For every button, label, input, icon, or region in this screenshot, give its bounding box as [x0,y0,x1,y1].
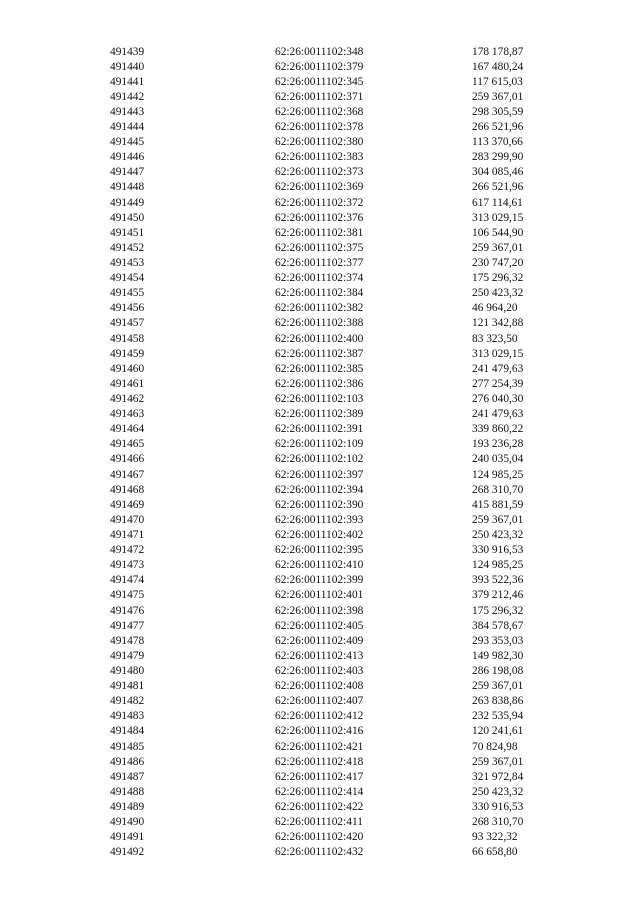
record-number-cell: 491466 [110,453,145,466]
record-number-cell: 491457 [110,317,145,330]
record-number-cell: 491491 [110,831,145,844]
table-row [0,573,640,588]
table-row [0,634,640,649]
record-number-cell: 491485 [110,740,145,753]
table-row [0,241,640,256]
value-cell: 70 824,98 [472,740,518,753]
cadastral-number-cell: 62:26:0011102:381 [275,226,364,239]
table-row [0,135,640,150]
table-row [0,619,640,634]
cadastral-number-cell: 62:26:0011102:386 [275,377,364,390]
value-cell: 250 423,32 [472,529,524,541]
record-number-cell: 491460 [110,362,145,375]
table-row [0,588,640,603]
value-cell: 277 254,39 [472,377,524,390]
record-number-cell: 491453 [110,257,145,270]
cadastral-number-cell: 62:26:0011102:411 [275,816,363,829]
value-cell: 259 367,01 [472,241,524,254]
cadastral-number-cell: 62:26:0011102:378 [275,121,364,134]
value-cell: 113 370,66 [472,136,523,149]
table-row [0,815,640,830]
record-number-cell: 491467 [110,468,145,481]
table-row [0,528,640,543]
cadastral-number-cell: 62:26:0011102:412 [275,710,364,723]
value-cell: 149 982,30 [472,649,524,662]
cadastral-number-cell: 62:26:0011102:345 [275,75,364,88]
table-row [0,316,640,331]
cadastral-number-cell: 62:26:0011102:391 [275,423,364,436]
record-number-cell: 491446 [110,151,145,164]
value-cell: 230 747,20 [472,257,524,270]
value-cell: 178 178,87 [472,45,524,58]
table-row [0,362,640,377]
cadastral-number-cell: 62:26:0011102:102 [275,453,364,466]
value-cell: 266 521,96 [472,181,524,194]
value-cell: 293 353,03 [472,634,524,647]
value-cell: 83 323,50 [472,332,518,345]
value-cell: 259 367,01 [472,755,524,768]
value-cell: 259 367,01 [472,513,524,526]
value-cell: 193 236,28 [472,438,524,451]
value-cell: 313 029,15 [472,347,524,360]
value-cell: 259 367,01 [472,90,524,103]
cadastral-number-cell: 62:26:0011102:383 [275,151,364,164]
cadastral-number-cell: 62:26:0011102:400 [275,332,364,345]
cadastral-number-cell: 62:26:0011102:402 [275,529,364,541]
cadastral-number-cell: 62:26:0011102:379 [275,60,364,73]
cadastral-number-cell: 62:26:0011102:389 [275,408,364,421]
value-cell: 167 480,24 [472,60,524,73]
cadastral-number-cell: 62:26:0011102:393 [275,513,364,526]
cadastral-number-cell: 62:26:0011102:416 [275,725,364,738]
table-row [0,271,640,286]
value-cell: 120 241,61 [472,725,524,738]
table-row [0,724,640,739]
record-number-cell: 491452 [110,241,145,254]
table-row [0,740,640,755]
table-row [0,150,640,165]
cadastral-number-cell: 62:26:0011102:417 [275,770,364,783]
record-number-cell: 491454 [110,272,145,285]
table-row [0,483,640,498]
value-cell: 124 985,25 [472,559,524,572]
cadastral-number-cell: 62:26:0011102:407 [275,695,364,708]
table-row [0,332,640,347]
value-cell: 232 535,94 [472,710,524,723]
cadastral-number-cell: 62:26:0011102:368 [275,105,364,118]
cadastral-number-cell: 62:26:0011102:410 [275,559,364,572]
table-row [0,45,640,60]
record-number-cell: 491475 [110,589,145,602]
table-row [0,830,640,845]
table-row [0,437,640,452]
record-number-cell: 491470 [110,513,145,526]
cadastral-number-cell: 62:26:0011102:376 [275,211,364,224]
cadastral-number-cell: 62:26:0011102:401 [275,589,364,602]
record-number-cell: 491444 [110,121,145,134]
value-cell: 393 522,36 [472,574,524,587]
cadastral-number-cell: 62:26:0011102:374 [275,272,364,285]
value-cell: 250 423,32 [472,785,524,798]
cadastral-number-cell: 62:26:0011102:375 [275,241,364,254]
table-row [0,558,640,573]
cadastral-number-cell: 62:26:0011102:408 [275,680,364,693]
record-number-cell: 491490 [110,816,145,829]
record-number-cell: 491484 [110,725,145,738]
record-number-cell: 491479 [110,649,145,662]
table-row [0,649,640,664]
value-cell: 46 964,20 [472,302,518,315]
record-number-cell: 491458 [110,332,145,345]
table-row [0,755,640,770]
record-number-cell: 491455 [110,287,145,300]
record-number-cell: 491472 [110,544,145,557]
table-row [0,196,640,211]
record-number-cell: 491443 [110,105,145,118]
record-number-cell: 491451 [110,226,145,239]
record-number-cell: 491473 [110,559,145,572]
cadastral-number-cell: 62:26:0011102:373 [275,166,364,179]
table-row [0,407,640,422]
value-cell: 313 029,15 [472,211,524,224]
table-row [0,120,640,135]
cadastral-number-cell: 62:26:0011102:394 [275,483,364,496]
table-row [0,422,640,437]
record-number-cell: 491463 [110,408,145,421]
table-row [0,75,640,90]
cadastral-number-cell: 62:26:0011102:421 [275,740,364,753]
value-cell: 286 198,08 [472,664,524,677]
value-cell: 66 658,80 [472,846,518,859]
table-row [0,664,640,679]
table-row [0,180,640,195]
record-number-cell: 491488 [110,785,145,798]
data-table [0,45,640,861]
table-row [0,513,640,528]
cadastral-number-cell: 62:26:0011102:432 [275,846,364,859]
cadastral-number-cell: 62:26:0011102:414 [275,785,364,798]
value-cell: 175 296,32 [472,604,524,617]
table-row [0,301,640,316]
cadastral-number-cell: 62:26:0011102:398 [275,604,364,617]
value-cell: 106 544,90 [472,226,524,239]
table-row [0,452,640,467]
record-number-cell: 491449 [110,196,145,209]
value-cell: 93 322,32 [472,831,518,844]
record-number-cell: 491477 [110,619,145,632]
cadastral-number-cell: 62:26:0011102:395 [275,544,364,557]
value-cell: 124 985,25 [472,468,524,481]
record-number-cell: 491462 [110,393,145,406]
value-cell: 321 972,84 [472,770,524,783]
record-number-cell: 491483 [110,710,145,723]
table-row [0,845,640,860]
cadastral-number-cell: 62:26:0011102:109 [275,438,364,451]
cadastral-number-cell: 62:26:0011102:418 [275,755,364,768]
value-cell: 339 860,22 [472,423,524,436]
table-row [0,468,640,483]
cadastral-number-cell: 62:26:0011102:399 [275,574,364,587]
cadastral-number-cell: 62:26:0011102:377 [275,257,364,270]
value-cell: 117 615,03 [472,75,523,88]
table-row [0,286,640,301]
table-row [0,392,640,407]
cadastral-number-cell: 62:26:0011102:380 [275,136,364,149]
record-number-cell: 491469 [110,498,145,511]
record-number-cell: 491442 [110,90,145,103]
value-cell: 276 040,30 [472,393,524,406]
cadastral-number-cell: 62:26:0011102:371 [275,90,364,103]
value-cell: 617 114,61 [472,196,523,209]
record-number-cell: 491445 [110,136,145,149]
value-cell: 330 916,53 [472,544,524,557]
table-row [0,165,640,180]
record-number-cell: 491487 [110,770,145,783]
value-cell: 241 479,63 [472,408,524,421]
value-cell: 240 035,04 [472,453,524,466]
cadastral-number-cell: 62:26:0011102:405 [275,619,364,632]
value-cell: 268 310,70 [472,816,524,829]
table-row [0,498,640,513]
record-number-cell: 491465 [110,438,145,451]
cadastral-number-cell: 62:26:0011102:369 [275,181,364,194]
record-number-cell: 491481 [110,680,145,693]
table-row [0,604,640,619]
value-cell: 330 916,53 [472,800,524,813]
cadastral-number-cell: 62:26:0011102:397 [275,468,364,481]
record-number-cell: 491492 [110,846,145,859]
table-row [0,347,640,362]
value-cell: 415 881,59 [472,498,524,511]
cadastral-number-cell: 62:26:0011102:420 [275,831,364,844]
record-number-cell: 491439 [110,45,145,58]
table-row [0,377,640,392]
cadastral-number-cell: 62:26:0011102:413 [275,649,364,662]
cadastral-number-cell: 62:26:0011102:385 [275,362,364,375]
value-cell: 268 310,70 [472,483,524,496]
table-row [0,770,640,785]
table-row [0,785,640,800]
table-row [0,226,640,241]
table-row [0,800,640,815]
cadastral-number-cell: 62:26:0011102:382 [275,302,364,315]
record-number-cell: 491456 [110,302,145,315]
record-number-cell: 491486 [110,755,145,768]
record-number-cell: 491468 [110,483,145,496]
value-cell: 379 212,46 [472,589,524,602]
table-row [0,543,640,558]
record-number-cell: 491476 [110,604,145,617]
cadastral-number-cell: 62:26:0011102:403 [275,664,364,677]
cadastral-number-cell: 62:26:0011102:348 [275,45,364,58]
cadastral-number-cell: 62:26:0011102:372 [275,196,364,209]
value-cell: 298 305,59 [472,105,524,118]
value-cell: 241 479,63 [472,362,524,375]
cadastral-number-cell: 62:26:0011102:422 [275,800,364,813]
cadastral-number-cell: 62:26:0011102:384 [275,287,364,300]
cadastral-number-cell: 62:26:0011102:103 [275,393,364,406]
value-cell: 121 342,88 [472,317,524,330]
record-number-cell: 491459 [110,347,145,360]
table-row [0,709,640,724]
cadastral-number-cell: 62:26:0011102:409 [275,634,364,647]
value-cell: 384 578,67 [472,619,524,632]
record-number-cell: 491480 [110,664,145,677]
value-cell: 304 085,46 [472,166,524,179]
record-number-cell: 491482 [110,695,145,708]
value-cell: 250 423,32 [472,287,524,300]
cadastral-number-cell: 62:26:0011102:388 [275,317,364,330]
table-row [0,90,640,105]
record-number-cell: 491441 [110,75,145,88]
table-row [0,105,640,120]
table-row [0,256,640,271]
value-cell: 175 296,32 [472,272,524,285]
record-number-cell: 491478 [110,634,145,647]
record-number-cell: 491440 [110,60,145,73]
record-number-cell: 491461 [110,377,145,390]
table-row [0,211,640,226]
record-number-cell: 491474 [110,574,145,587]
record-number-cell: 491471 [110,529,145,541]
value-cell: 259 367,01 [472,680,524,693]
cadastral-number-cell: 62:26:0011102:387 [275,347,364,360]
table-row [0,694,640,709]
record-number-cell: 491489 [110,800,145,813]
record-number-cell: 491447 [110,166,145,179]
value-cell: 263 838,86 [472,695,524,708]
table-row [0,60,640,75]
cadastral-number-cell: 62:26:0011102:390 [275,498,364,511]
record-number-cell: 491450 [110,211,145,224]
record-number-cell: 491464 [110,423,145,436]
value-cell: 266 521,96 [472,121,524,134]
value-cell: 283 299,90 [472,151,524,164]
table-row [0,679,640,694]
record-number-cell: 491448 [110,181,145,194]
